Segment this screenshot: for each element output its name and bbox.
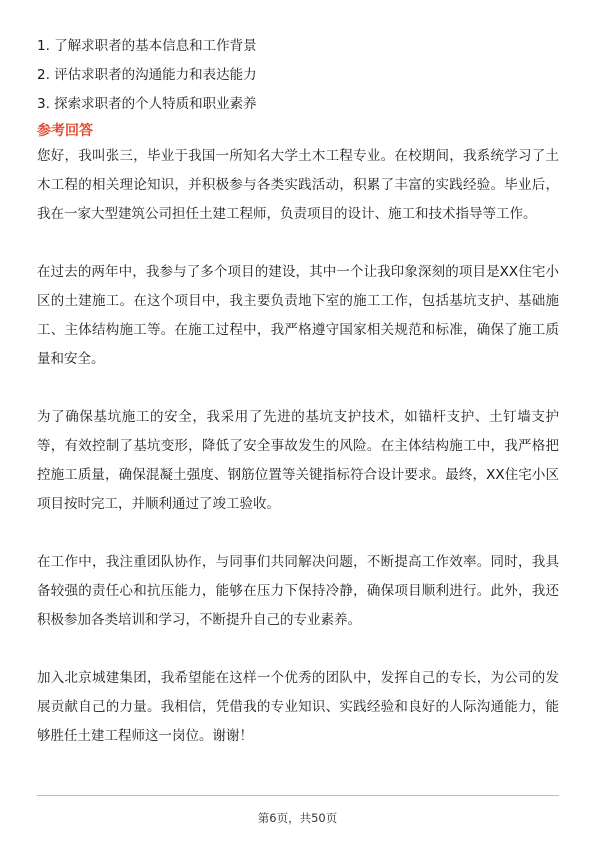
goal-item-1: 1. 了解求职者的基本信息和工作背景 [37, 38, 257, 54]
page-number: 第6页，共50页 [257, 811, 338, 825]
answer-paragraph-2: 在过去的两年中，我参与了多个项目的建设，其中一个让我印象深刻的项目是XX住宅小区的土建施工。在这个项目中，我主要负责地下室的施工工作，包括基坑支护、基础施工、主体结构施工等。在施工过程中，我严格遵守国家相关规范和标准，确保了施工质量和安全。 [37, 264, 559, 367]
answer-paragraph-1: 您好，我叫张三，毕业于我国一所知名大学土木工程专业。在校期间，我系统学习了土木工程的相关理论知识，并积极参与各类实践活动，积累了丰富的实践经验。毕业后，我在一家大型建筑公司担任土建工程师，负责项目的设计、施工和技术指导等工作。 [37, 148, 559, 222]
answer-paragraph-4: 在工作中，我注重团队协作，与同事们共同解决问题，不断提高工作效率。同时，我具备较强的责任心和抗压能力，能够在压力下保持冷静，确保项目顺利进行。此外，我还积极参加各类培训和学习，不断提升自己的专业素养。 [37, 554, 559, 628]
document-page [37, 32, 559, 751]
answer-paragraph-5: 加入北京城建集团，我希望能在这样一个优秀的团队中，发挥自己的专长，为公司的发展贡献自己的力量。我相信，凭借我的专业知识、实践经验和良好的人际沟通能力，能够胜任土建工程师这一岗位。谢谢！ [37, 670, 559, 744]
goal-item-3: 3. 探索求职者的个人特质和职业素养 [37, 96, 257, 112]
footer-divider [37, 795, 559, 796]
answer-title: 参考回答 [37, 123, 93, 139]
answer-paragraph-3: 为了确保基坑施工的安全，我采用了先进的基坑支护技术，如锚杆支护、土钉墙支护等，有效控制了基坑变形，降低了安全事故发生的风险。在主体结构施工中，我严格把控施工质量，确保混凝土强度、钢筋位置等关键指标符合设计要求。最终，XX住宅小区项目按时完工，并顺利通过了竣工验收。 [37, 409, 559, 512]
goal-item-2: 2. 评估求职者的沟通能力和表达能力 [37, 67, 257, 83]
